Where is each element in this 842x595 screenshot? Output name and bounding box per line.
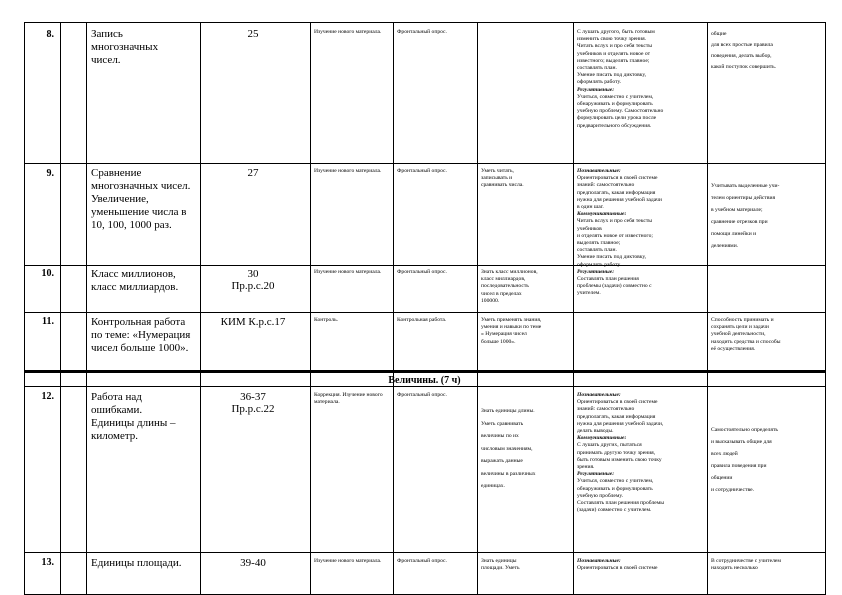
row-number: 10. xyxy=(41,268,54,279)
row-number: 11. xyxy=(42,316,54,327)
meta-skills xyxy=(577,168,705,298)
text-line: Читать вслух и про себя тексты xyxy=(577,43,653,50)
grid-line xyxy=(24,312,825,313)
text-line: проблемы (задачи) совместно с xyxy=(577,283,652,290)
text-line: и высказывать общие для xyxy=(711,439,772,445)
grid-line xyxy=(24,22,25,595)
subject-skills xyxy=(481,168,571,190)
text-line: правила поведения при xyxy=(711,463,767,469)
lesson-type: Изучение нового материала. xyxy=(314,269,382,275)
textbook-pages: 30 Пр.р.с.20 xyxy=(231,268,275,292)
text-line: зрения. xyxy=(577,464,595,471)
text-line: в учебном материале; xyxy=(711,207,763,213)
text-line: в один шаг. xyxy=(577,204,604,211)
text-line: сохранять цели и задачи xyxy=(711,324,769,331)
text-line: записывать и xyxy=(481,175,513,182)
text-line: для всех простые правила xyxy=(711,42,773,48)
text-line: Учитывать выделенные учи- xyxy=(711,183,780,189)
section-title: Величины. (7 ч) xyxy=(388,375,461,386)
row-number: 9. xyxy=(46,168,54,179)
text-line: предварительного обсуждения. xyxy=(577,122,652,129)
textbook-pages: 25 xyxy=(247,28,259,40)
personal-skills xyxy=(711,424,823,496)
grid-line xyxy=(24,163,825,164)
text-line: С лушать другого, быть готовым xyxy=(577,29,655,35)
control-form: Контрольная работа. xyxy=(397,317,447,323)
text-line: предполагать, какая информация xyxy=(577,413,656,420)
meta-skills xyxy=(577,392,705,514)
text-line: Уметь сравнивать xyxy=(481,420,524,427)
text-line: площади. Уметь xyxy=(481,565,520,572)
text-line: Учиться, совместно с учителем, xyxy=(577,478,654,485)
text-line: больше 1000». xyxy=(481,338,516,345)
text-line: выделять главное; xyxy=(577,240,621,247)
text-line: умения и навыки по теме xyxy=(481,324,542,331)
text-line: составлять план. xyxy=(577,65,617,72)
text-line: сравнение отрезков при xyxy=(711,219,768,225)
text-line: принимать другую точку зрения, xyxy=(577,449,656,456)
text-line: учебной деятельности, xyxy=(711,331,766,338)
skill-heading: Регулятивные: xyxy=(577,86,615,93)
text-line: находить несколько xyxy=(711,565,758,572)
control-form: Фронтальный опрос. xyxy=(397,558,447,564)
text-line: формулировать цели урока после xyxy=(577,115,657,122)
text-line: последовательность xyxy=(481,283,529,290)
text-line: Учиться, совместно с учителем, xyxy=(577,93,654,100)
text-line: изменить свою точку зрения. xyxy=(577,36,647,43)
text-line: Читать вслух и про себя тексты xyxy=(577,218,653,225)
text-line: знаний: самостоятельно xyxy=(577,406,635,413)
grid-line xyxy=(393,22,394,595)
text-line: учебников и отделять новое от xyxy=(577,50,651,57)
skill-heading: Регулятивные: xyxy=(577,471,615,478)
grid-line xyxy=(825,22,826,595)
text-line: величины в различных xyxy=(481,470,536,477)
meta-skills xyxy=(577,558,705,572)
personal-skills xyxy=(711,29,823,73)
text-line: общении xyxy=(711,475,733,481)
text-line: Самостоятельно определять xyxy=(711,427,778,433)
text-line: телем ориентиры действия xyxy=(711,195,776,201)
lesson-topic: Запись многозначных чисел. xyxy=(91,28,159,66)
text-line: Составлять план решения xyxy=(577,276,639,283)
text-line: и сотрудничестве. xyxy=(711,487,754,493)
text-line: знаний: самостоятельно xyxy=(577,182,635,189)
control-form: Фронтальный опрос. xyxy=(397,168,447,174)
subject-skills xyxy=(481,558,571,572)
text-line: величины по их xyxy=(481,433,519,439)
text-line: Знать класс миллионов, xyxy=(481,269,538,275)
lesson-topic: Класс миллионов, класс миллиардов. xyxy=(91,268,179,293)
row-number: 13. xyxy=(41,557,54,568)
text-line: 100000. xyxy=(481,297,500,304)
grid-line xyxy=(24,22,825,23)
grid-line xyxy=(200,22,201,595)
text-line: её осуществления. xyxy=(711,345,756,352)
lesson-topic: Контрольная работа по теме: «Нумерация чисел больше 1000». xyxy=(91,316,191,354)
text-line: учителем. xyxy=(577,290,601,297)
text-line: всех людей xyxy=(711,451,738,457)
textbook-pages: 39-40 xyxy=(240,557,266,569)
text-line: составлять план. xyxy=(577,247,617,254)
text-line: Составлять план решения проблемы xyxy=(577,500,665,507)
text-line: нужна для решения учебной задачи, xyxy=(577,420,664,427)
text-line: сравнивать числа. xyxy=(481,182,524,189)
subject-skills xyxy=(481,269,571,305)
text-line: Ориентироваться в своей системе xyxy=(577,399,658,406)
grid-line xyxy=(310,22,311,595)
lesson-topic: Единицы площади. xyxy=(91,557,182,569)
text-line: В сотрудничестве с учителем xyxy=(711,558,781,564)
row-number: 12. xyxy=(41,391,54,402)
text-line: Уметь применять знания, xyxy=(481,317,542,323)
lesson-type: Коррекция. Изучение нового материала. xyxy=(314,392,383,406)
textbook-pages: 27 xyxy=(247,167,259,179)
text-line: Способность принимать и xyxy=(711,317,774,323)
skill-heading: Познавательные: xyxy=(577,168,621,174)
text-line: оформлять работу. xyxy=(577,261,622,268)
skill-heading: Регулятивные: xyxy=(577,268,615,275)
text-line: чисел в пределах xyxy=(481,290,522,297)
grid-line xyxy=(24,386,825,387)
grid-line xyxy=(573,22,574,595)
row-number: 8. xyxy=(46,29,54,40)
lesson-type: Изучение нового материала. xyxy=(314,168,382,174)
skill-heading: Познавательные: xyxy=(577,558,621,564)
text-line: Ориентироваться в своей системе xyxy=(577,565,658,572)
personal-skills xyxy=(711,317,823,353)
grid-line xyxy=(24,552,825,553)
text-line: Знать единицы xyxy=(481,558,517,564)
text-line: учебную проблему. Самостоятельно xyxy=(577,108,664,115)
grid-line xyxy=(86,22,87,595)
text-line: помощи линейки и xyxy=(711,231,757,237)
grid-line xyxy=(477,22,478,595)
text-line: класс миллиардов, xyxy=(481,276,526,283)
subject-skills xyxy=(481,317,571,346)
control-form: Фронтальный опрос. xyxy=(397,392,447,398)
text-line: Ориентироваться в своей системе xyxy=(577,175,658,182)
text-line: быть готовым изменить свою точку xyxy=(577,456,662,463)
text-line: и отделять новое от известного; xyxy=(577,232,653,239)
text-line: делениями. xyxy=(711,243,739,249)
text-line: поведения, делать выбор, xyxy=(711,53,772,59)
text-line: Умение писать под диктовку, xyxy=(577,254,647,261)
text-line: общие xyxy=(711,31,727,37)
lesson-type: Изучение нового материала. xyxy=(314,558,382,564)
text-line: « Нумерация чисел xyxy=(481,331,527,338)
lesson-type: Контроль. xyxy=(314,317,339,323)
text-line: единицах. xyxy=(481,483,505,489)
text-line: известного; выделять главное; xyxy=(577,57,650,64)
lesson-topic: Работа над ошибками. Единицы длины – километр. xyxy=(91,391,176,442)
grid-line xyxy=(707,22,708,595)
text-line: находить средства и способы xyxy=(711,338,781,345)
textbook-pages: 36-37 Пр.р.с.22 xyxy=(231,391,275,415)
grid-line xyxy=(60,22,61,595)
meta-skills xyxy=(577,29,705,130)
text-line: какой поступок совершить. xyxy=(711,64,777,70)
text-line: Уметь читать, xyxy=(481,168,514,174)
text-line: предполагать, какая информация xyxy=(577,189,656,196)
text-line: (задачи) совместно с учителем. xyxy=(577,507,652,514)
text-line: Умение писать под диктовку, xyxy=(577,72,647,79)
text-line: обнаруживать и формулировать xyxy=(577,485,653,492)
textbook-pages: КИМ К.р.с.17 xyxy=(220,316,286,328)
text-line: делать выводы. xyxy=(577,428,614,435)
control-form: Фронтальный опрос. xyxy=(397,29,447,35)
personal-skills xyxy=(711,180,823,252)
personal-skills xyxy=(711,558,823,572)
text-line: выражать данные xyxy=(481,458,523,464)
skill-heading: Коммуникативные: xyxy=(577,435,627,442)
text-line: числовым значениям, xyxy=(481,445,533,452)
skill-heading: Коммуникативные: xyxy=(577,211,627,218)
skill-heading: Познавательные: xyxy=(577,392,621,398)
text-line: учебную проблему. xyxy=(577,492,624,499)
text-line: Знать единицы длины. xyxy=(481,408,535,414)
text-line: учебников xyxy=(577,225,602,232)
text-line: оформлять работу. xyxy=(577,79,622,86)
control-form: Фронтальный опрос. xyxy=(397,269,447,275)
text-line: С лушать других, пытаться xyxy=(577,442,642,449)
subject-skills xyxy=(481,405,571,493)
section-divider xyxy=(24,370,825,373)
text-line: обнаруживать и формулировать xyxy=(577,101,653,108)
text-line: нужна для решения учебной задачи xyxy=(577,196,662,203)
lesson-type: Изучение нового материала. xyxy=(314,29,382,35)
lesson-topic: Сравнение многозначных чисел. Увеличение, уменьшение числа в 10, 100, 1000 раз. xyxy=(91,167,191,231)
